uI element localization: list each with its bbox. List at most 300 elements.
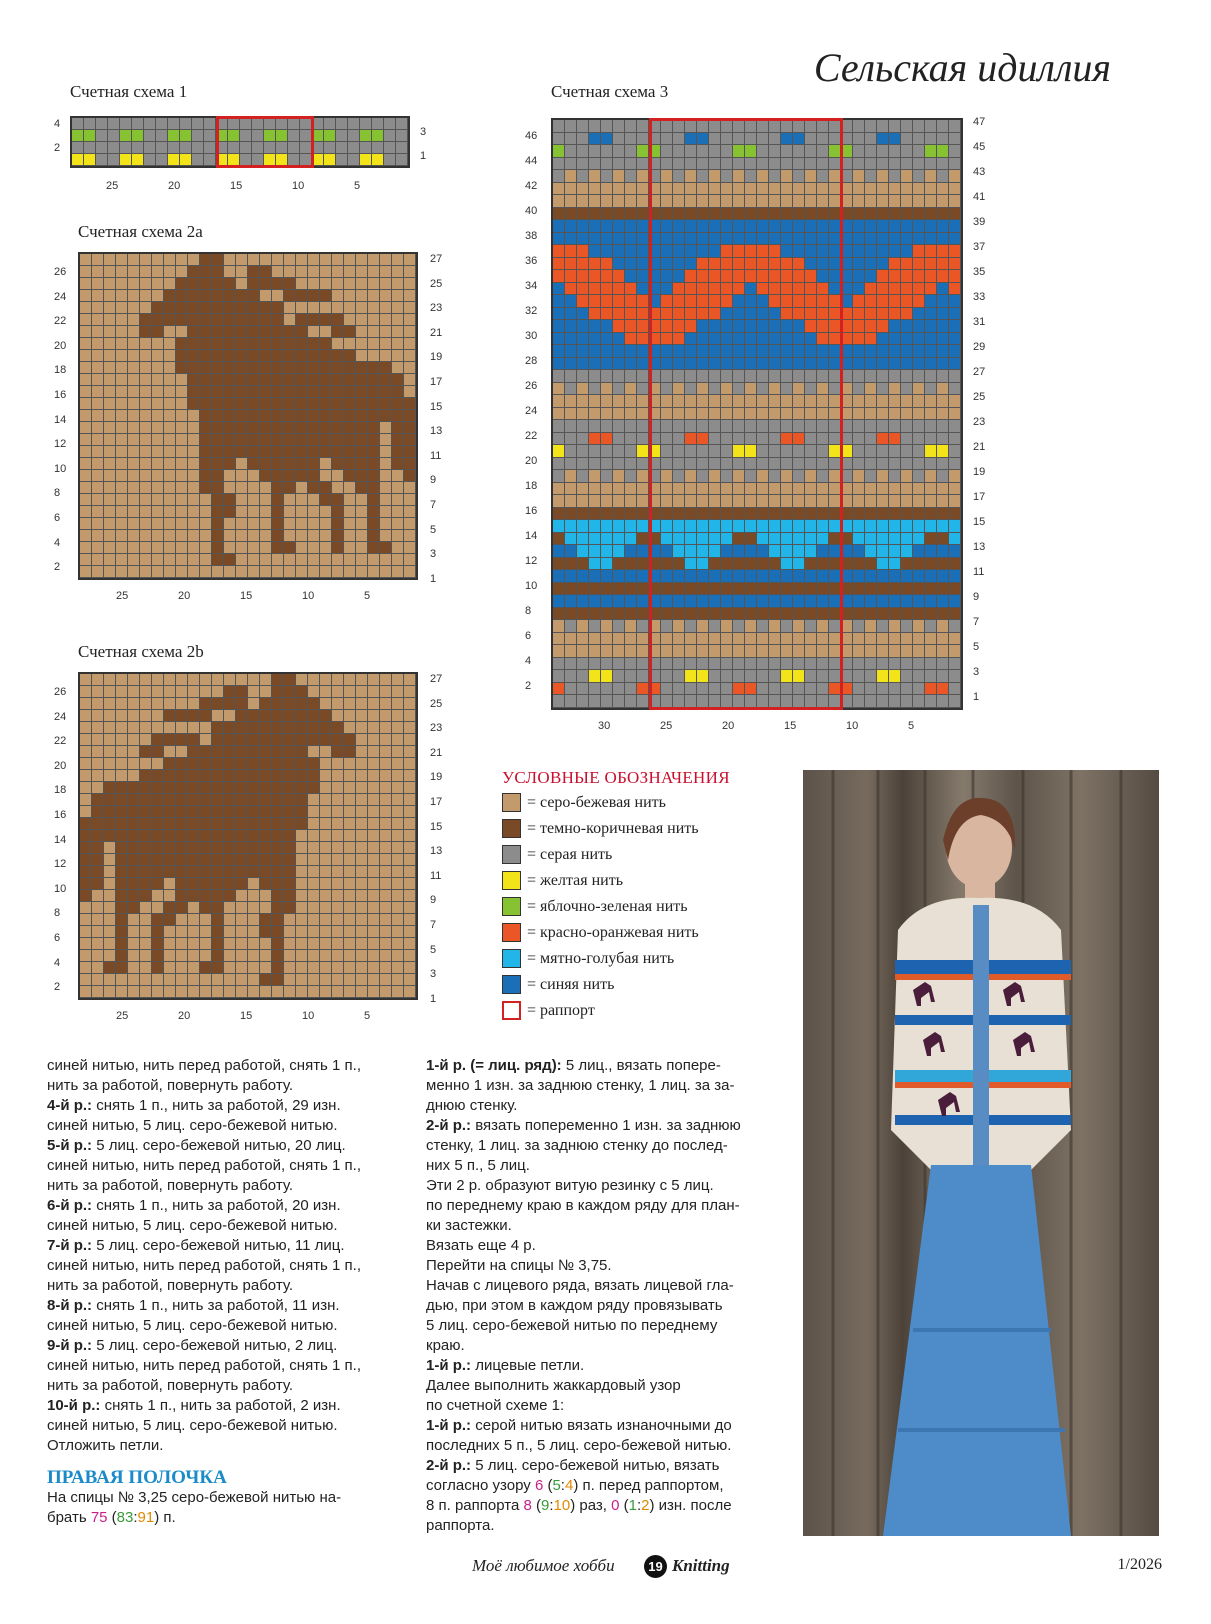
stitch-cell [877, 295, 889, 308]
stitch-cell [188, 422, 200, 434]
stitch-cell [404, 374, 416, 386]
stitch-cell [937, 183, 949, 196]
stitch-cell [673, 483, 685, 496]
stitch-cell [841, 170, 853, 183]
stitch-cell [625, 383, 637, 396]
stitch-cell [613, 545, 625, 558]
stitch-cell [236, 830, 248, 842]
stitch-cell [104, 326, 116, 338]
stitch-cell [685, 208, 697, 221]
stitch-cell [577, 583, 589, 596]
stitch-cell [565, 295, 577, 308]
stitch-cell [913, 545, 925, 558]
stitch-cell [152, 878, 164, 890]
row-text: серой нитью вязать изнаночными до [471, 1417, 732, 1434]
text-line: Далее выполнить жаккардовый узор [426, 1377, 681, 1394]
stitch-cell [296, 314, 308, 326]
stitch-cell [841, 445, 853, 458]
stitch-cell [721, 208, 733, 221]
stitch-cell [240, 130, 252, 142]
stitch-cell [224, 782, 236, 794]
stitch-cell [925, 195, 937, 208]
stitch-cell [164, 494, 176, 506]
stitch-cell [224, 530, 236, 542]
stitch-cell [577, 358, 589, 371]
stitch-cell [92, 914, 104, 926]
stitch-cell [344, 782, 356, 794]
stitch-cell [308, 938, 320, 950]
stitch-cell [745, 120, 757, 133]
stitch-cell [344, 710, 356, 722]
stitch-cell [769, 195, 781, 208]
row-text: 5 лиц. серо-бежевой нитью, 11 лиц. [92, 1237, 345, 1254]
stitch-cell [709, 620, 721, 633]
stitch-cell [937, 370, 949, 383]
stitch-cell [745, 645, 757, 658]
stitch-cell [721, 683, 733, 696]
stitch-cell [673, 195, 685, 208]
stitch-cell [264, 142, 276, 154]
stitch-cell [200, 686, 212, 698]
stitch-cell [841, 558, 853, 571]
stitch-cell [685, 595, 697, 608]
stitch-cell [320, 758, 332, 770]
stitch-cell [296, 974, 308, 986]
text-line [47, 1196, 417, 1216]
stitch-cell [865, 483, 877, 496]
stitch-cell [164, 398, 176, 410]
color-swatch [502, 923, 521, 942]
stitch-cell [248, 770, 260, 782]
stitch-cell [601, 220, 613, 233]
stitch-cell [949, 245, 961, 258]
text-line: синей нитью, 5 лиц. серо-бежевой нитью. [47, 1117, 338, 1134]
stitch-cell [913, 695, 925, 708]
chart-2a-title: Счетная схема 2a [78, 222, 203, 241]
stitch-cell [661, 370, 673, 383]
stitch-cell [224, 698, 236, 710]
stitch-cell [577, 145, 589, 158]
stitch-cell [140, 770, 152, 782]
stitch-cell [589, 333, 601, 346]
stitch-cell [829, 245, 841, 258]
stitch-cell [116, 494, 128, 506]
stitch-cell [865, 145, 877, 158]
stitch-cell [332, 326, 344, 338]
stitch-cell [164, 794, 176, 806]
stitch-cell [236, 914, 248, 926]
stitch-cell [348, 154, 360, 166]
stitch-cell [901, 245, 913, 258]
stitch-cell [913, 520, 925, 533]
stitch-cell [176, 458, 188, 470]
stitch-cell [272, 350, 284, 362]
stitch-cell [260, 506, 272, 518]
stitch-cell [877, 483, 889, 496]
stitch-cell [853, 220, 865, 233]
stitch-cell [769, 608, 781, 621]
legend-label: = желтая нить [527, 871, 624, 889]
stitch-cell [601, 558, 613, 571]
text-fragment: ( [107, 1509, 117, 1526]
stitch-cell [577, 695, 589, 708]
tick-label: 12 [54, 438, 67, 451]
stitch-cell [380, 710, 392, 722]
text-line: нить за работой, повернуть работу. [47, 1277, 294, 1294]
stitch-cell [697, 633, 709, 646]
stitch-cell [284, 254, 296, 266]
stitch-cell [356, 254, 368, 266]
stitch-cell [368, 710, 380, 722]
stitch-cell [212, 878, 224, 890]
legend-item [502, 1001, 595, 1020]
stitch-cell [212, 350, 224, 362]
stitch-cell [360, 142, 372, 154]
stitch-cell [829, 683, 841, 696]
stitch-cell [212, 962, 224, 974]
stitch-cell [781, 658, 793, 671]
stitch-cell [152, 362, 164, 374]
stitch-cell [332, 926, 344, 938]
stitch-cell [260, 890, 272, 902]
stitch-cell [344, 770, 356, 782]
stitch-cell [937, 545, 949, 558]
stitch-cell [188, 566, 200, 578]
chart-grid [551, 118, 963, 710]
stitch-cell [793, 383, 805, 396]
stitch-cell [565, 545, 577, 558]
text-column-right [426, 1056, 796, 1536]
stitch-cell [392, 338, 404, 350]
stitch-cell [601, 145, 613, 158]
stitch-cell [164, 782, 176, 794]
stitch-cell [356, 338, 368, 350]
stitch-cell [320, 698, 332, 710]
stitch-cell [260, 494, 272, 506]
stitch-cell [188, 458, 200, 470]
stitch-cell [392, 506, 404, 518]
stitch-cell [949, 195, 961, 208]
stitch-cell [260, 770, 272, 782]
stitch-cell [296, 410, 308, 422]
stitch-cell [661, 158, 673, 171]
stitch-cell [889, 445, 901, 458]
stitch-cell [661, 420, 673, 433]
stitch-cell [284, 458, 296, 470]
stitch-cell [577, 520, 589, 533]
stitch-cell [260, 734, 272, 746]
stitch-cell [637, 358, 649, 371]
stitch-cell [793, 270, 805, 283]
stitch-cell [745, 608, 757, 621]
stitch-cell [392, 710, 404, 722]
stitch-cell [348, 142, 360, 154]
stitch-cell [697, 558, 709, 571]
stitch-cell [260, 818, 272, 830]
stitch-cell [673, 408, 685, 421]
stitch-cell [92, 962, 104, 974]
stitch-cell [553, 595, 565, 608]
stitch-cell [228, 154, 240, 166]
stitch-cell [296, 506, 308, 518]
stitch-cell [116, 938, 128, 950]
stitch-cell [308, 566, 320, 578]
stitch-cell [865, 545, 877, 558]
stitch-cell [553, 395, 565, 408]
stitch-cell [685, 633, 697, 646]
stitch-cell [164, 254, 176, 266]
stitch-cell [613, 383, 625, 396]
stitch-cell [212, 302, 224, 314]
stitch-cell [140, 674, 152, 686]
tick-label: 10 [302, 1010, 315, 1022]
stitch-cell [721, 283, 733, 296]
stitch-cell [673, 458, 685, 471]
stitch-cell [92, 854, 104, 866]
tick-label: 11 [430, 449, 442, 462]
stitch-cell [128, 914, 140, 926]
stitch-cell [565, 408, 577, 421]
stitch-cell [284, 446, 296, 458]
stitch-cell [889, 583, 901, 596]
stitch-cell [272, 722, 284, 734]
stitch-cell [613, 358, 625, 371]
stitch-cell [769, 520, 781, 533]
stitch-cell [733, 120, 745, 133]
stitch-cell [164, 710, 176, 722]
stitch-cell [236, 686, 248, 698]
legend-label: = мятно-голубая нить [527, 949, 675, 967]
stitch-cell [745, 533, 757, 546]
stitch-cell [637, 545, 649, 558]
stitch-cell [625, 195, 637, 208]
stitch-cell [252, 130, 264, 142]
stitch-cell [344, 878, 356, 890]
stitch-cell [116, 362, 128, 374]
text-line [426, 1356, 796, 1376]
tick-label: 4 [54, 536, 61, 549]
stitch-cell [152, 254, 164, 266]
stitch-cell [308, 398, 320, 410]
stitch-cell [284, 878, 296, 890]
stitch-cell [320, 986, 332, 998]
stitch-cell [613, 333, 625, 346]
tick-label: 14 [525, 530, 538, 542]
stitch-cell [841, 658, 853, 671]
stitch-cell [901, 558, 913, 571]
stitch-cell [901, 670, 913, 683]
stitch-cell [793, 508, 805, 521]
stitch-cell [745, 395, 757, 408]
stitch-cell [625, 620, 637, 633]
stitch-cell [613, 658, 625, 671]
stitch-cell [841, 645, 853, 658]
stitch-cell [805, 433, 817, 446]
stitch-cell [212, 266, 224, 278]
stitch-cell [865, 495, 877, 508]
stitch-cell [368, 878, 380, 890]
stitch-cell [140, 902, 152, 914]
stitch-cell [272, 950, 284, 962]
stitch-cell [733, 670, 745, 683]
stitch-cell [673, 645, 685, 658]
stitch-cell [805, 545, 817, 558]
stitch-cell [925, 233, 937, 246]
stitch-cell [92, 482, 104, 494]
stitch-cell [188, 794, 200, 806]
stitch-cell [889, 283, 901, 296]
stitch-cell [769, 345, 781, 358]
stitch-cell [188, 974, 200, 986]
stitch-cell [284, 842, 296, 854]
stitch-cell [320, 782, 332, 794]
stitch-cell [781, 345, 793, 358]
stitch-cell [116, 518, 128, 530]
stitch-cell [577, 308, 589, 321]
stitch-cell [368, 902, 380, 914]
stitch-cell [152, 746, 164, 758]
stitch-cell [188, 350, 200, 362]
stitch-cell [889, 195, 901, 208]
stitch-cell [344, 290, 356, 302]
stitch-cell [901, 308, 913, 321]
stitch-cell [613, 620, 625, 633]
stitch-cell [188, 878, 200, 890]
stitch-cell [152, 350, 164, 362]
stitch-cell [140, 962, 152, 974]
stitch-cell [769, 358, 781, 371]
stitch-cell [368, 482, 380, 494]
stitch-cell [673, 558, 685, 571]
stitch-cell [200, 530, 212, 542]
tick-label: 10 [302, 590, 315, 602]
stitch-cell [212, 830, 224, 842]
stitch-cell [92, 458, 104, 470]
stitch-cell [248, 362, 260, 374]
stitch-cell [649, 120, 661, 133]
stitch-cell [188, 686, 200, 698]
stitch-cell [577, 258, 589, 271]
stitch-cell [368, 782, 380, 794]
stitch-cell [793, 370, 805, 383]
stitch-cell [889, 395, 901, 408]
stitch-cell [613, 395, 625, 408]
stitch-cell [200, 782, 212, 794]
stitch-cell [176, 854, 188, 866]
stitch-cell [92, 362, 104, 374]
stitch-cell [901, 270, 913, 283]
stitch-cell [144, 130, 156, 142]
stitch-cell [829, 120, 841, 133]
stitch-cell [673, 633, 685, 646]
stitch-cell [889, 495, 901, 508]
stitch-cell [721, 508, 733, 521]
stitch-cell [649, 320, 661, 333]
stitch-cell [613, 233, 625, 246]
stitch-cell [128, 974, 140, 986]
text-line: Перейти на спицы № 3,75. [426, 1257, 612, 1274]
stitch-cell [649, 508, 661, 521]
stitch-cell [937, 420, 949, 433]
stitch-cell [949, 320, 961, 333]
stitch-cell [733, 245, 745, 258]
stitch-cell [200, 554, 212, 566]
stitch-cell [284, 422, 296, 434]
stitch-cell [248, 866, 260, 878]
tick-label: 5 [364, 1010, 371, 1022]
stitch-cell [344, 506, 356, 518]
stitch-cell [565, 583, 577, 596]
stitch-cell [392, 746, 404, 758]
stitch-cell [829, 633, 841, 646]
stitch-cell [673, 433, 685, 446]
stitch-cell [721, 620, 733, 633]
stitch-cell [404, 266, 416, 278]
stitch-cell [853, 345, 865, 358]
stitch-cell [296, 374, 308, 386]
stitch-cell [889, 145, 901, 158]
stitch-cell [733, 595, 745, 608]
stitch-cell [380, 866, 392, 878]
tick-label: 35 [973, 266, 986, 278]
stitch-cell [260, 854, 272, 866]
stitch-cell [116, 830, 128, 842]
stitch-cell [104, 314, 116, 326]
stitch-cell [937, 658, 949, 671]
stitch-cell [80, 506, 92, 518]
stitch-cell [152, 566, 164, 578]
stitch-cell [901, 658, 913, 671]
stitch-cell [721, 545, 733, 558]
stitch-cell [589, 283, 601, 296]
stitch-cell [308, 422, 320, 434]
stitch-cell [200, 338, 212, 350]
stitch-cell [949, 158, 961, 171]
stitch-cell [697, 133, 709, 146]
stitch-cell [260, 566, 272, 578]
stitch-cell [392, 326, 404, 338]
stitch-cell [817, 158, 829, 171]
stitch-cell [320, 914, 332, 926]
stitch-cell [84, 142, 96, 154]
stitch-cell [721, 533, 733, 546]
stitch-cell [697, 520, 709, 533]
stitch-cell [601, 520, 613, 533]
stitch-cell [805, 245, 817, 258]
tick-label: 2 [525, 680, 532, 692]
stitch-cell [104, 386, 116, 398]
stitch-cell [104, 350, 116, 362]
stitch-cell [913, 583, 925, 596]
tick-label: 6 [525, 630, 532, 642]
stitch-cell [901, 145, 913, 158]
stitch-cell [272, 302, 284, 314]
stitch-cell [757, 233, 769, 246]
stitch-cell [404, 254, 416, 266]
stitch-cell [685, 645, 697, 658]
stitch-cell [392, 266, 404, 278]
text-line [426, 1416, 796, 1436]
stitch-cell [200, 470, 212, 482]
stitch-cell [92, 518, 104, 530]
stitch-cell [625, 345, 637, 358]
stitch-cell [793, 433, 805, 446]
stitch-cell [937, 433, 949, 446]
stitch-cell [212, 722, 224, 734]
stitch-cell [288, 118, 300, 130]
stitch-cell [925, 208, 937, 221]
tick-label: 27 [973, 366, 986, 378]
